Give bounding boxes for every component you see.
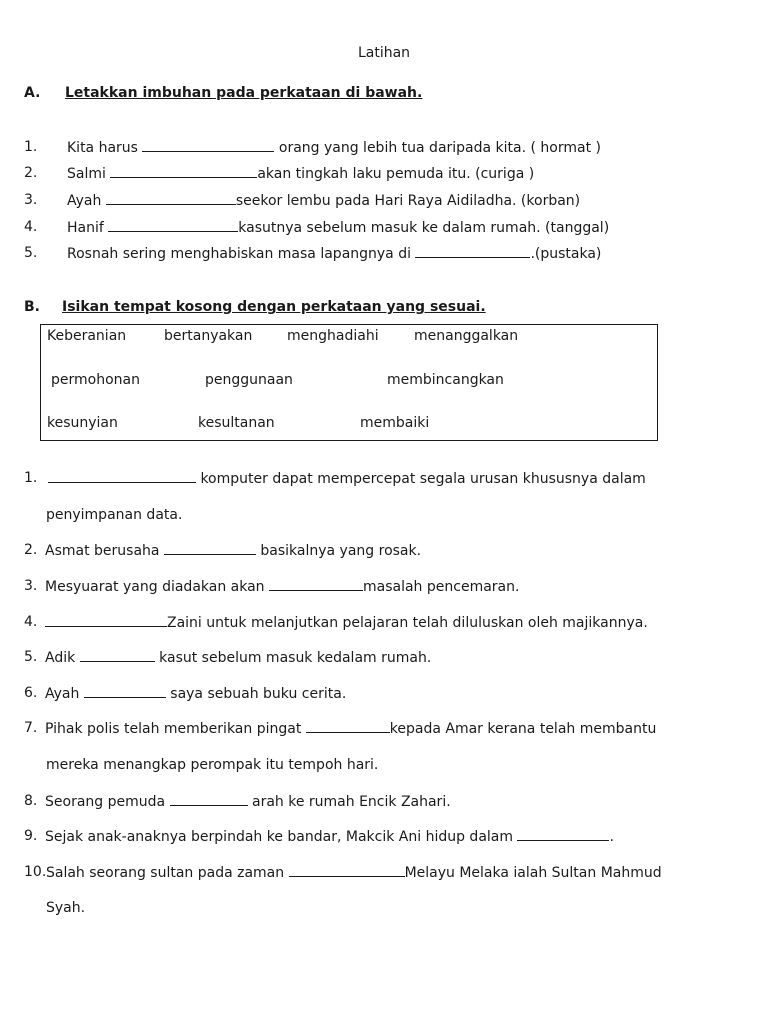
word-bank-box xyxy=(40,324,658,441)
question-number: 6. xyxy=(24,685,38,701)
question-text: Ayah saya sebuah buku cerita. xyxy=(45,686,347,702)
word-bank-item: penggunaan xyxy=(205,372,293,388)
question-text: Rosnah sering menghabiskan masa lapangnya di .(pustaka) xyxy=(67,246,602,262)
question-text: Salmi akan tingkah laku pemuda itu. (curiga ) xyxy=(67,166,535,182)
word-bank-item: menanggalkan xyxy=(414,328,519,344)
question-text: Zaini untuk melanjutkan pelajaran telah diluluskan oleh majikannya. xyxy=(45,613,648,632)
section-b-letter: B. xyxy=(24,299,40,315)
answer-blank[interactable] xyxy=(80,648,155,662)
section-b-heading: Isikan tempat kosong dengan perkataan yang sesuai. xyxy=(62,299,486,315)
answer-blank[interactable] xyxy=(84,684,166,698)
question-text: Seorang pemuda arah ke rumah Encik Zahari. xyxy=(45,794,451,810)
answer-blank[interactable] xyxy=(269,577,363,591)
word-bank-item: kesunyian xyxy=(47,415,118,431)
word-bank-item: permohonan xyxy=(51,372,140,388)
answer-blank[interactable] xyxy=(48,469,196,483)
question-text: Sejak anak-anaknya berpindah ke bandar, Makcik Ani hidup dalam . xyxy=(45,829,614,845)
question-number: 5. xyxy=(24,649,38,665)
word-bank-item: membincangkan xyxy=(387,372,504,388)
question-number: 3. xyxy=(24,192,38,208)
page-title: Latihan xyxy=(357,45,411,61)
word-bank-item: kesultanan xyxy=(198,415,275,431)
question-number: 3. xyxy=(24,578,38,594)
answer-blank[interactable] xyxy=(306,719,390,733)
answer-blank[interactable] xyxy=(45,613,167,627)
question-text: komputer dapat mempercepat segala urusan khususnya dalam xyxy=(48,469,646,488)
question-continuation: penyimpanan data. xyxy=(46,507,183,523)
question-text: Ayah seekor lembu pada Hari Raya Aidiladha. (korban) xyxy=(67,193,581,209)
question-number: 2. xyxy=(24,165,38,181)
answer-blank[interactable] xyxy=(517,827,609,841)
question-number: 4. xyxy=(24,614,38,630)
question-number: 2. xyxy=(24,542,38,558)
word-bank-item: membaiki xyxy=(360,415,430,431)
question-number: 7. xyxy=(24,720,38,736)
question-text: Kita harus orang yang lebih tua daripada kita. ( hormat ) xyxy=(67,140,601,156)
question-text: Asmat berusaha basikalnya yang rosak. xyxy=(45,543,422,559)
question-text: Hanif kasutnya sebelum masuk ke dalam rumah. (tanggal) xyxy=(67,220,610,236)
question-number: 4. xyxy=(24,219,38,235)
word-bank-item: menghadiahi xyxy=(287,328,379,344)
answer-blank[interactable] xyxy=(110,164,257,178)
question-continuation: Syah. xyxy=(46,900,86,916)
word-bank-item: bertanyakan xyxy=(164,328,253,344)
answer-blank[interactable] xyxy=(170,792,248,806)
question-number: 5. xyxy=(24,245,38,261)
question-text: Pihak polis telah memberikan pingat kepada Amar kerana telah membantu xyxy=(45,721,657,737)
answer-blank[interactable] xyxy=(164,541,256,555)
answer-blank[interactable] xyxy=(106,191,236,205)
question-number: 8. xyxy=(24,793,38,809)
answer-blank[interactable] xyxy=(108,218,238,232)
question-number: 1. xyxy=(24,139,38,155)
answer-blank[interactable] xyxy=(142,138,274,152)
answer-blank[interactable] xyxy=(289,863,405,877)
question-number: 1. xyxy=(24,470,38,486)
question-continuation: mereka menangkap perompak itu tempoh hari. xyxy=(46,757,379,773)
question-text: Salah seorang sultan pada zaman Melayu Melaka ialah Sultan Mahmud xyxy=(46,865,662,881)
section-a-heading: Letakkan imbuhan pada perkataan di bawah. xyxy=(65,85,423,101)
question-text: Mesyuarat yang diadakan akan masalah pencemaran. xyxy=(45,579,520,595)
answer-blank[interactable] xyxy=(415,244,530,258)
question-text: Adik kasut sebelum masuk kedalam rumah. xyxy=(45,650,432,666)
section-a-letter: A. xyxy=(24,85,41,101)
question-number: 9. xyxy=(24,828,38,844)
question-number: 10. xyxy=(24,864,47,880)
word-bank-item: Keberanian xyxy=(47,328,127,344)
